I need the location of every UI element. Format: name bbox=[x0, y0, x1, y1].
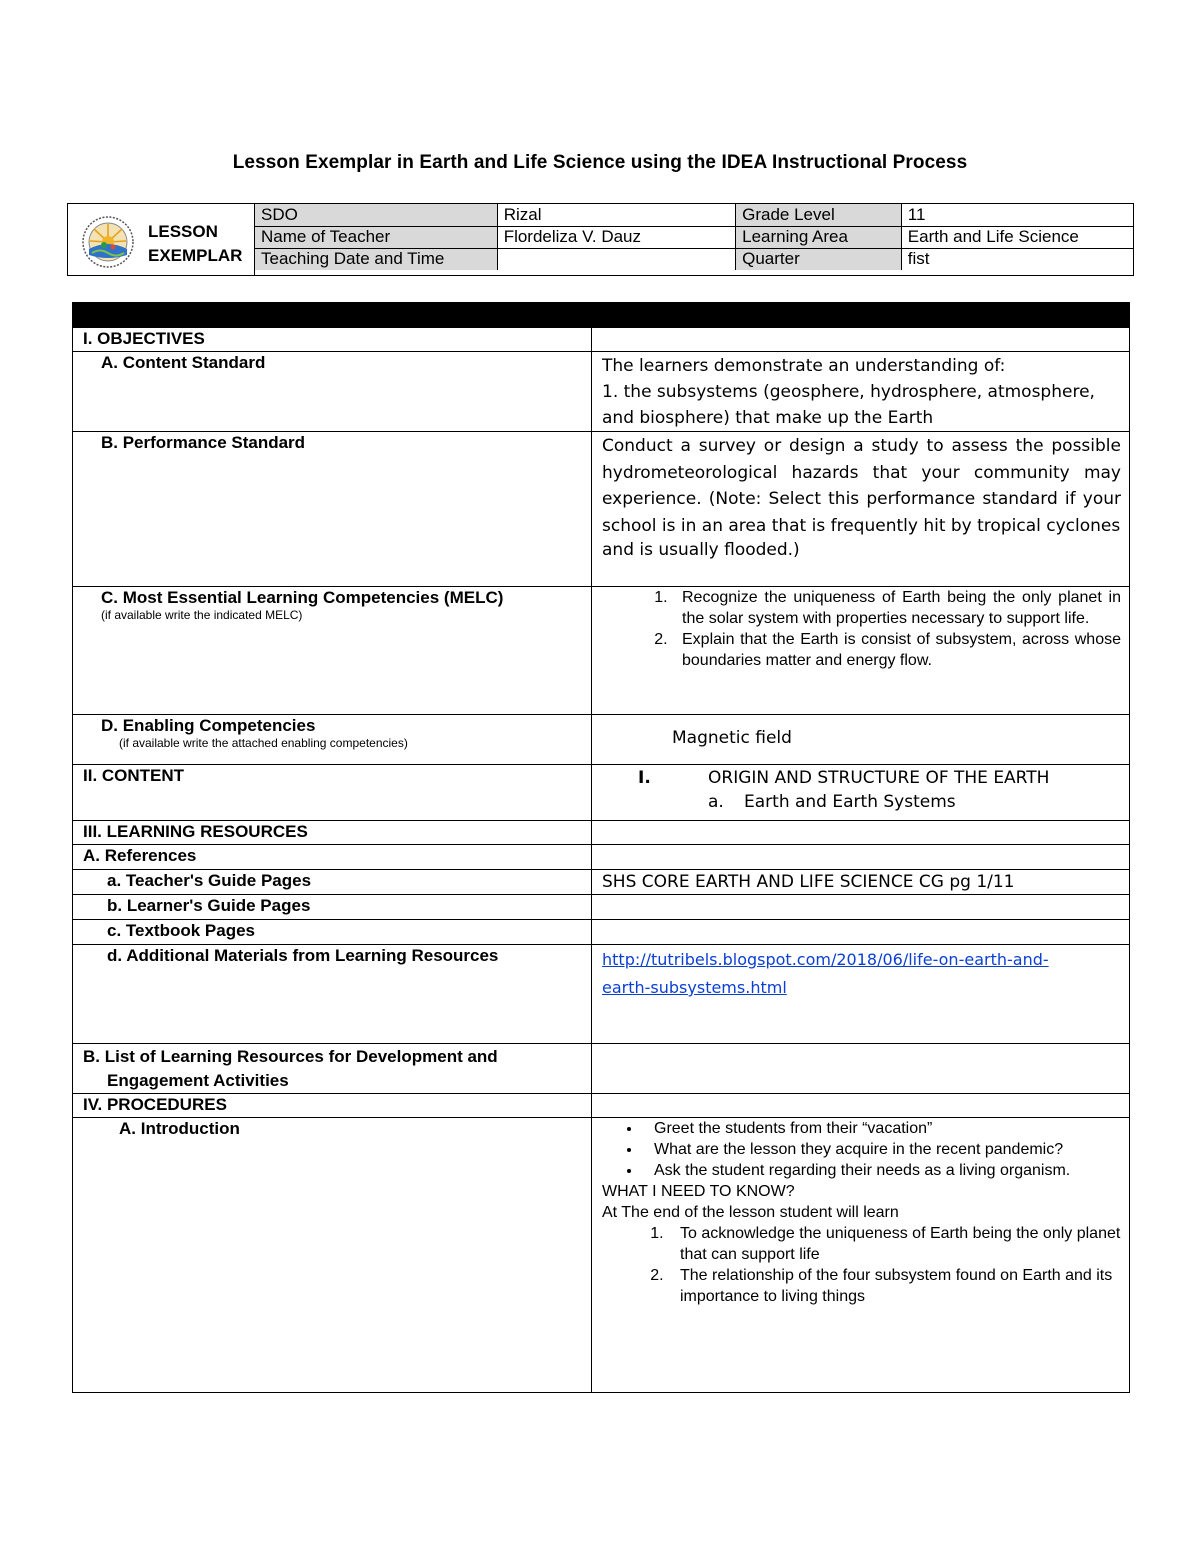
list-item: • What are the lesson they acquire in the recent pandemic? bbox=[642, 1139, 1121, 1160]
lesson-header bbox=[67, 203, 1134, 276]
table-row bbox=[73, 845, 1130, 870]
learning-resources-list-line2: Engagement Activities bbox=[107, 1071, 289, 1090]
table-row bbox=[73, 821, 1130, 845]
melc-list bbox=[602, 587, 1121, 671]
list-item: 2. The relationship of the four subsystem found on Earth and its importance to living things bbox=[668, 1265, 1121, 1307]
list-item: 1. To acknowledge the uniqueness of Earth being the only planet that can support life bbox=[668, 1223, 1121, 1265]
table-row bbox=[73, 328, 1130, 352]
list-item: • Ask the student regarding their needs as a living organism. bbox=[642, 1160, 1121, 1181]
table-row bbox=[73, 1044, 1130, 1094]
grade-level-label: Grade Level bbox=[736, 204, 902, 226]
enabling-competencies-value: Magnetic field bbox=[672, 728, 792, 748]
content-standard-line3: and biosphere) that make up the Earth bbox=[602, 408, 934, 428]
list-item: • Greet the students from their “vacation” bbox=[642, 1118, 1121, 1139]
table-header-bar bbox=[73, 303, 1130, 328]
lesson-label-line1: LESSON bbox=[148, 222, 218, 241]
introduction-bullet-list bbox=[602, 1118, 1121, 1181]
teachers-guide-value: SHS CORE EARTH AND LIFE SCIENCE CG pg 1/11 bbox=[602, 872, 1015, 892]
content-topic: ORIGIN AND STRUCTURE OF THE EARTH bbox=[708, 768, 1050, 788]
references-heading: A. References bbox=[73, 845, 592, 870]
learners-guide-value bbox=[592, 895, 1130, 920]
table-row bbox=[73, 765, 1130, 821]
teacher-name-label: Name of Teacher bbox=[255, 226, 498, 248]
learning-area-value: Earth and Life Science bbox=[901, 226, 1133, 248]
table-row bbox=[73, 1094, 1130, 1118]
table-row bbox=[73, 352, 1130, 432]
table-row bbox=[73, 1118, 1130, 1393]
at-the-end-text: At The end of the lesson student will learn bbox=[602, 1204, 899, 1221]
content-sub-letter: a. bbox=[708, 792, 724, 812]
performance-standard-text2: and is usually flooded.) bbox=[602, 540, 800, 560]
learning-goals-list bbox=[602, 1223, 1121, 1307]
content-standard-line2: 1. the subsystems (geosphere, hydrosphere, atmosphere, bbox=[602, 382, 1095, 402]
objectives-heading: I. OBJECTIVES bbox=[73, 328, 592, 352]
quarter-value: fist bbox=[901, 248, 1133, 270]
list-item: 1. Recognize the uniqueness of Earth being the only planet in the solar system with properties necessary to support life. bbox=[672, 587, 1121, 629]
grade-level-value: 11 bbox=[901, 204, 1133, 226]
table-row bbox=[73, 945, 1130, 1044]
melc-label: C. Most Essential Learning Competencies (MELC) bbox=[101, 588, 504, 607]
table-row bbox=[73, 870, 1130, 895]
list-item: 2. Explain that the Earth is consist of subsystem, across whose boundaries matter and energy flow. bbox=[672, 629, 1121, 671]
deped-seal-logo bbox=[74, 215, 142, 269]
teachers-guide-label: a. Teacher's Guide Pages bbox=[107, 871, 312, 890]
lesson-plan-table bbox=[72, 302, 1130, 1393]
teacher-name-value: Flordeliza V. Dauz bbox=[497, 226, 735, 248]
sdo-label: SDO bbox=[255, 204, 498, 226]
performance-standard-text: Conduct a survey or design a study to assess the possible hydrometeorological hazards that your community may experience. (Note: Select this performance standard if your school is in an area that is frequently hit by tropical cyclones bbox=[602, 436, 1121, 536]
content-standard-label: A. Content Standard bbox=[101, 353, 266, 372]
learners-guide-label: b. Learner's Guide Pages bbox=[107, 896, 311, 915]
learning-resources-list-line1: B. List of Learning Resources for Development and bbox=[83, 1047, 498, 1066]
logo-cell bbox=[68, 204, 255, 275]
melc-sublabel: (if available write the indicated MELC) bbox=[101, 608, 303, 622]
header-info-table bbox=[254, 204, 1133, 270]
learning-resources-heading: III. LEARNING RESOURCES bbox=[73, 821, 592, 845]
teaching-date-value bbox=[497, 248, 735, 270]
enabling-competencies-label: D. Enabling Competencies bbox=[101, 716, 316, 735]
content-numeral: I. bbox=[638, 768, 651, 788]
additional-materials-link-line1[interactable]: http://tutribels.blogspot.com/2018/06/life-on-earth-and- bbox=[602, 950, 1049, 969]
lesson-exemplar-label bbox=[148, 220, 242, 268]
table-row bbox=[73, 432, 1130, 587]
additional-materials-link-line2[interactable]: earth-subsystems.html bbox=[602, 978, 787, 997]
document-title: Lesson Exemplar in Earth and Life Science using the IDEA Instructional Process bbox=[232, 152, 968, 173]
what-i-need-to-know: WHAT I NEED TO KNOW? bbox=[602, 1183, 795, 1200]
content-standard-line1: The learners demonstrate an understanding of: bbox=[602, 356, 1006, 376]
additional-materials-label: d. Additional Materials from Learning Resources bbox=[107, 946, 499, 965]
teaching-date-label: Teaching Date and Time bbox=[255, 248, 498, 270]
textbook-label: c. Textbook Pages bbox=[107, 921, 256, 940]
table-row bbox=[73, 920, 1130, 945]
table-row bbox=[73, 587, 1130, 715]
lesson-label-line2: EXEMPLAR bbox=[148, 246, 243, 265]
content-subtopic: Earth and Earth Systems bbox=[744, 792, 956, 812]
learning-area-label: Learning Area bbox=[736, 226, 902, 248]
content-heading: II. CONTENT bbox=[73, 765, 592, 821]
textbook-value bbox=[592, 920, 1130, 945]
enabling-competencies-sublabel: (if available write the attached enabling competencies) bbox=[119, 736, 408, 750]
quarter-label: Quarter bbox=[736, 248, 902, 270]
table-row bbox=[73, 715, 1130, 765]
performance-standard-label: B. Performance Standard bbox=[101, 433, 306, 452]
introduction-label: A. Introduction bbox=[119, 1119, 240, 1138]
procedures-heading: IV. PROCEDURES bbox=[73, 1094, 592, 1118]
sdo-value: Rizal bbox=[497, 204, 735, 226]
table-row bbox=[73, 895, 1130, 920]
